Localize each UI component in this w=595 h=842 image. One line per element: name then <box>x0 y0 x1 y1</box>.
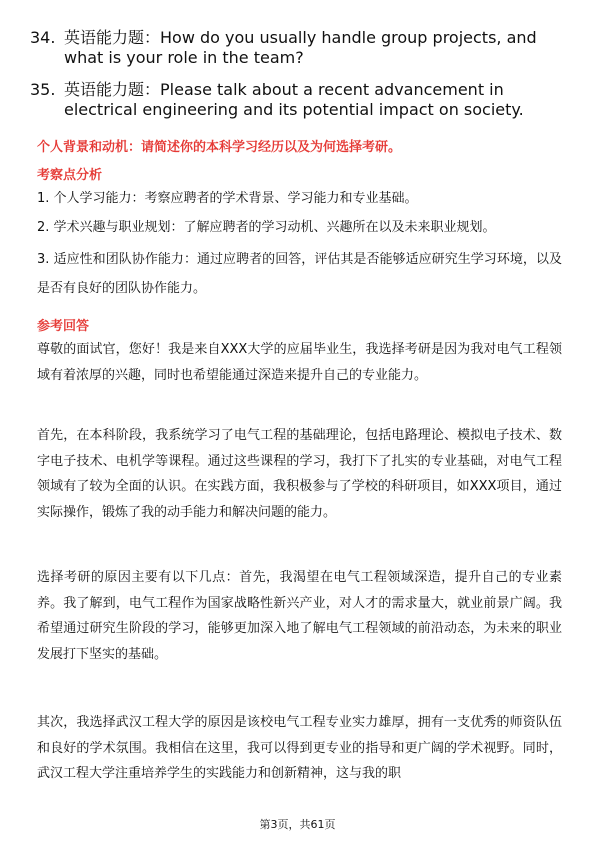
analysis-label: 考察点分析 <box>37 168 103 183</box>
analysis-item: 3. 适应性和团队协作能力：通过应聘者的回答，评估其是否能够适应研究生学习环境，以及是否有良好的团队协作能力。 <box>37 252 562 296</box>
question-number: 34. <box>30 28 56 47</box>
question-35 <box>30 80 550 120</box>
question-text: 英语能力题：How do you usually handle group projects, and what is your role in the team? <box>64 28 537 67</box>
answer-label: 参考回答 <box>37 319 90 334</box>
question-text: 英语能力题：Please talk about a recent advancement in electrical engineering and its potential impact on society. <box>64 80 524 119</box>
analysis-item: 1. 个人学习能力：考察应聘者的学术背景、学习能力和专业基础。 <box>37 191 418 206</box>
answer-paragraph: 选择考研的原因主要有以下几点：首先，我渴望在电气工程领域深造，提升自己的专业素养。我了解到，电气工程作为国家战略性新兴产业，对人才的需求量大，就业前景广阔。我希望通过研究生阶段的学习，能够更加深入地了解电气工程领域的前沿动态，为未来的职业发展打下坚实的基础。 <box>37 570 562 662</box>
section-heading: 个人背景和动机：请简述你的本科学习经历以及为何选择考研。 <box>37 140 402 155</box>
question-34 <box>30 28 550 68</box>
answer-paragraph: 其次，我选择武汉工程大学的原因是该校电气工程专业实力雄厚，拥有一支优秀的师资队伍和良好的学术氛围。我相信在这里，我可以得到更专业的指导和更广阔的学术视野。同时，武汉工程大学注重培养学生的实践能力和创新精神，这与我的职 <box>37 715 562 781</box>
answer-paragraph: 首先，在本科阶段，我系统学习了电气工程的基础理论，包括电路理论、模拟电子技术、数字电子技术、电机学等课程。通过这些课程的学习，我打下了扎实的专业基础，对电气工程领域有了较为全面的认识。在实践方面，我积极参与了学校的科研项目，如XXX项目，通过实际操作，锻炼了我的动手能力和解决问题的能力。 <box>37 428 562 520</box>
analysis-item: 2. 学术兴趣与职业规划：了解应聘者的学习动机、兴趣所在以及未来职业规划。 <box>37 220 496 235</box>
question-number: 35. <box>30 80 56 99</box>
answer-paragraph: 尊敬的面试官，您好！我是来自XXX大学的应届毕业生，我选择考研是因为我对电气工程领域有着浓厚的兴趣，同时也希望能通过深造来提升自己的专业能力。 <box>37 342 562 383</box>
page-footer: 第3页，共61页 <box>259 818 336 831</box>
